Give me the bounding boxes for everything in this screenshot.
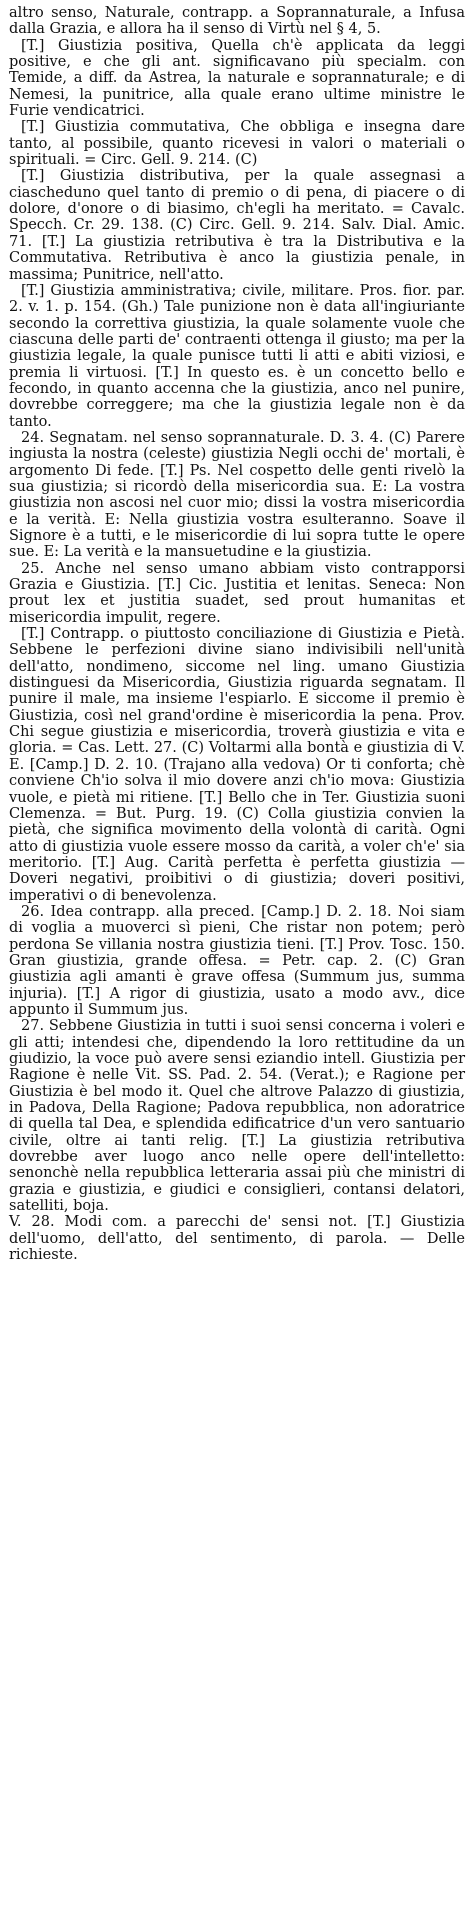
entry-paragraph: V. 28. Modi com. a parecchi de' sensi not. [T.] Giustizia dell'uomo, dell'atto, del sentimento, di parola. — Delle richieste. <box>9 1214 465 1264</box>
entry-paragraph: altro senso, Naturale, contrapp. a Soprannaturale, a Infusa dalla Grazia, e allora ha il senso di Virtù nel § 4, 5. <box>9 5 465 38</box>
entry-paragraph: [T.] Giustizia commutativa, Che obbliga e insegna dare tanto, al possibile, quanto ricevesi in valori o materiali o spirituali. = Circ. Gell. 9. 214. (C) <box>9 119 465 169</box>
entry-paragraph: 27. Sebbene Giustizia in tutti i suoi sensi concerna i voleri e gli atti; intendesi che, dipendendo la loro rettitudine da un giudizio, la voce può avere sensi eziandio intell. Giustizia per Ragione è nelle Vit. SS. Pad. 2. 54. (Verat.); e Ragione per Giustizia è bel modo it. Quel che altrove Palazzo di giustizia, in Padova, Della Ragione; Padova repubblica, non adoratrice di quella tal Dea, e splendida edificatrice d'un vero santuario civile, oltre ai tanti relig. [T.] La giustizia retributiva dovrebbe aver luogo anco nelle opere dell'intelletto: senonchè nella repubblica letteraria assai più che ministri di grazia e giustizia, e giudici e consiglieri, contansi delatori, satelliti, boja. <box>9 1018 465 1215</box>
entry-paragraph: [T.] Giustizia amministrativa; civile, militare. Pros. fior. par. 2. v. 1. p. 154. (Gh.) Tale punizione non è data all'ingiuriante secondo la correttiva giustizia, la quale solamente vuole che ciascuna delle parti de' contraenti ottenga il giusto; ma per la giustizia legale, la quale punisce tutti li atti e abiti viziosi, e premia li virtuosi. [T.] In questo es. è un concetto bello e fecondo, in quanto accenna che la giustizia, anco nel punire, dovrebbe correggere; ma che la giustizia legale non è da tanto. <box>9 282 465 430</box>
entry-paragraph: [T.] Giustizia positiva, Quella ch'è applicata da leggi positive, e che gli ant. significavano più specialm. con Temide, a diff. da Astrea, la naturale e soprannaturale; e di Nemesi, la punitrice, alla quale erano ultime ministre le Furie vendicatrici. <box>9 37 465 120</box>
entry-paragraph: [T.] Giustizia distributiva, per la quale assegnasi a ciascheduno quel tanto di premio o di pena, di piacere o di dolore, d'onore o di biasimo, ch'egli ha meritato. = Cavalc. Specch. Cr. 29. 138. (C) Circ. Gell. 9. 214. Salv. Dial. Amic. 71. [T.] La giustizia retributiva è tra la Distributiva e la Commutativa. Retributiva è anco la giustizia penale, in massima; Punitrice, nell'atto. <box>9 168 465 283</box>
entry-paragraph: 26. Idea contrapp. alla preced. [Camp.] D. 2. 18. Noi siam di voglia a muoverci sì pieni, Che ristar non potem; però perdona Se villania nostra giustizia tieni. [T.] Prov. Tosc. 150. Gran giustizia, grande offesa. = Petr. cap. 2. (C) Gran giustizia agli amanti è grave offesa (Summum jus, summa injuria). [T.] A rigor di giustizia, usato a modo avv., dice appunto il Summum jus. <box>9 903 465 1018</box>
entry-paragraph: 24. Segnatam. nel senso soprannaturale. D. 3. 4. (C) Parere ingiusta la nostra (celeste) giustizia Negli occhi de' mortali, è argomento Di fede. [T.] Ps. Nel cospetto delle genti rivelò la sua giustizia; si ricordò della misericordia sua. E: La vostra giustizia non ascosi nel cuor mio; dissi la vostra misericordia e la verità. E: Nella giustizia vostra esulteranno. Soave il Signore è a tutti, e le misericordie di lui sopra tutte le opere sue. E: La verità e la mansuetudine e la giustizia. <box>9 429 465 561</box>
entry-paragraph: 25. Anche nel senso umano abbiam visto contrapporsi Grazia e Giustizia. [T.] Cic. Justitia et lenitas. Seneca: Non prout lex et justitia suadet, sed prout humanitas et misericordia impulit, regere. <box>9 560 465 626</box>
entry-paragraph: [T.] Contrapp. o piuttosto conciliazione di Giustizia e Pietà. Sebbene le perfezioni divine siano indivisibili nell'unità dell'atto, nondimeno, siccome nel ling. umano Giustizia distinguesi da Misericordia, Giustizia riguarda segnatam. Il punire il male, ma insieme l'espiarlo. E siccome il premio è Giustizia, così nel grand'ordine è misericordia la pena. Prov. Chi segue giustizia e misericordia, troverà giustizia e vita e gloria. = Cas. Lett. 27. (C) Voltarmi alla bontà e giustizia di V. E. [Camp.] D. 2. 10. (Trajano alla vedova) Or ti conforta; chè conviene Ch'io solva il mio dovere anzi ch'io mova: Giustizia vuole, e pietà mi ritiene. [T.] Bello che in Ter. Giustizia suoni Clemenza. = But. Purg. 19. (C) Colla giustizia convien la pietà, che significa movimento della volontà di carità. Ogni atto di giustizia vuole essere mosso da carità, a voler ch'e' sia meritorio. [T.] Aug. Carità perfetta è perfetta giustizia — Doveri negativi, proibitivi o di giustizia; doveri positivi, imperativi o di benevolenza. <box>9 626 465 904</box>
